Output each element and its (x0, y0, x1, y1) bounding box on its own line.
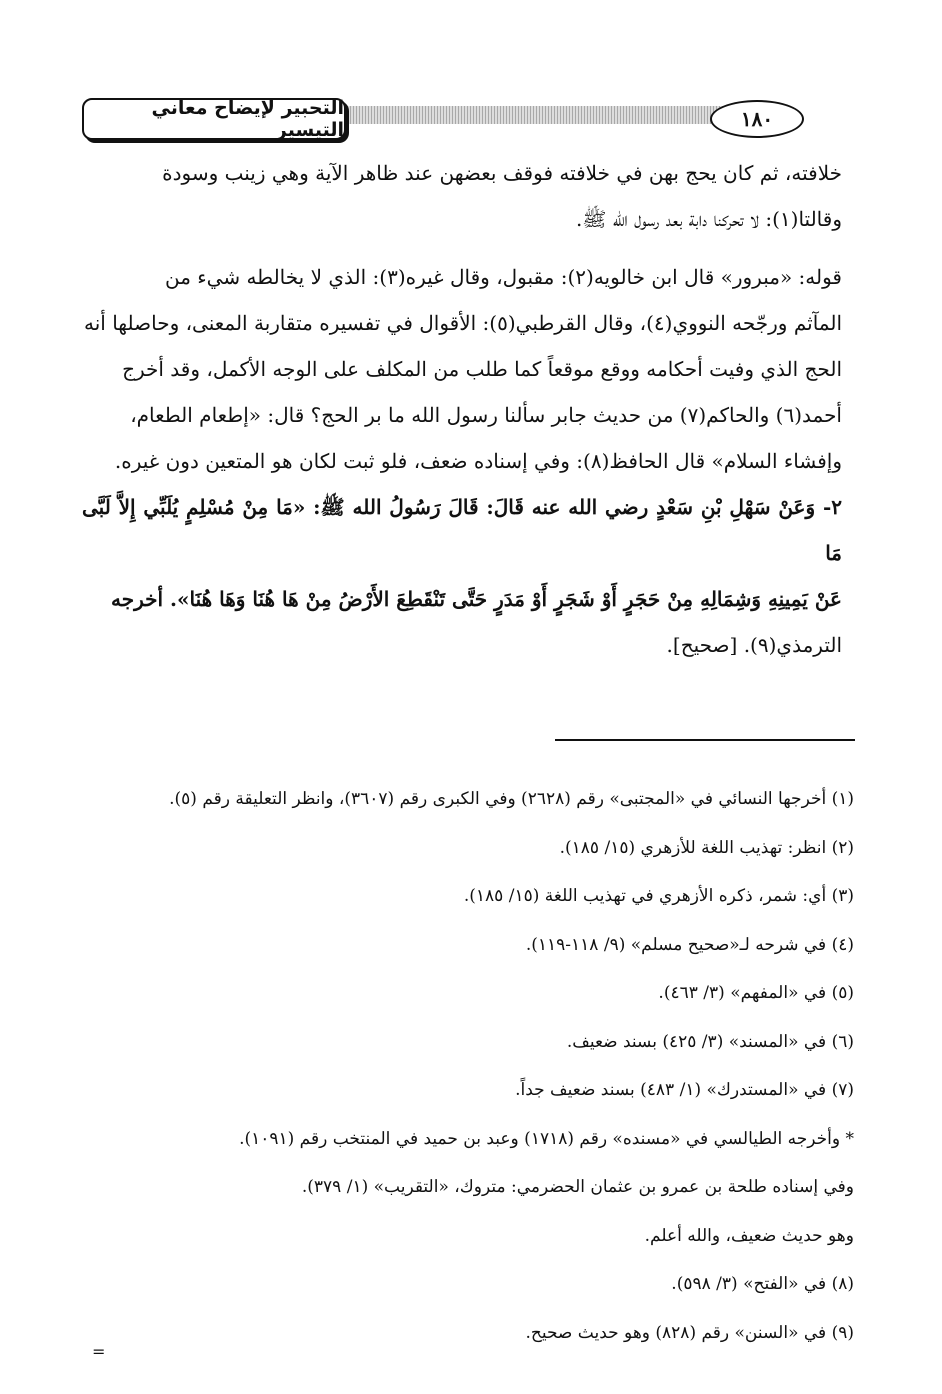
text-line: المآثم ورجّحه النووي(٤)، وقال القرطبي(٥): الأقوال في تفسيره متقاربة المعنى، وحاصلها أنه (84, 311, 842, 335)
text-line: قوله: «مبرور» قال ابن خالويه(٢): مقبول، وقال غيره(٣): الذي لا يخالطه شيء من (164, 265, 842, 289)
footnote-separator (555, 739, 855, 741)
footnote: (٩) في «السنن» رقم (٨٢٨) وهو حديث صحيح. (525, 1322, 854, 1343)
footnotes (82, 775, 854, 1357)
footnote: (٦) في «المسند» (٣/ ٤٢٥) بسند ضعيف. (566, 1031, 854, 1052)
corner-mark: = (92, 1342, 106, 1361)
page-number: ١٨٠ (710, 100, 804, 138)
text-line: وقالتا(١): لا تحركنا دابة بعد رسول الله ﷺ. (575, 207, 842, 231)
footnote: (٢) انظر: تهذيب اللغة للأزهري (١٥/ ١٨٥). (559, 837, 854, 858)
footnote: وهو حديث ضعيف، والله أعلم. (644, 1225, 854, 1246)
footnote: (٤) في شرحه لـ«صحيح مسلم» (٩/ ١١٨-١١٩). (525, 934, 854, 955)
main-text (82, 150, 842, 668)
text-line: الحج الذي وفيت أحكامه ووقع موقعاً كما طلب من المكلف على الوجه الأكمل، وقد أخرج (122, 357, 842, 381)
footnote: * وأخرجه الطيالسي في «مسنده» رقم (١٧١٨) وعبد بن حميد في المنتخب رقم (١٠٩١). (239, 1128, 854, 1149)
text-line: الترمذي(٩). [صحيح]. (666, 633, 842, 657)
footnote: (٣) أي: شمر، ذكره الأزهري في تهذيب اللغة (١٥/ ١٨٥). (463, 886, 854, 906)
text-line: وإفشاء السلام» قال الحافظ(٨): وفي إسناده ضعف، فلو ثبت لكان هو المتعين دون غيره. (114, 449, 842, 473)
hadith-line: عَنْ يَمِينِهِ وَشِمَالِهِ مِنْ حَجَرٍ أَوْ شَجَرٍ أَوْ مَدَرٍ حَتَّى تَنْقَطِعَ الأَرْضُ مِنْ هَا هُنَا وَهَا هُنَا». أخرجه (111, 587, 842, 611)
page-header (82, 92, 842, 142)
hadith-line: ٢- وَعَنْ سَهْلِ بْنِ سَعْدٍ رضي الله عنه قَالَ: قَالَ رَسُولُ الله ﷺ: «مَا مِنْ مُسْلِمٍ يُلَبِّي إِلاَّ لَبَّى مَا (82, 495, 843, 565)
footnote: (١) أخرجها النسائي في «المجتبى» رقم (٢٦٢٨) وفي الكبرى رقم (٣٦٠٧)، وانظر التعليقة رقم (٥). (169, 789, 854, 809)
footnote: وفي إسناده طلحة بن عمرو بن عثمان الحضرمي: متروك، «التقريب» (١/ ٣٧٩). (301, 1177, 854, 1197)
text-line: أحمد(٦) والحاكم(٧) من حديث جابر سألنا رسول الله ما بر الحج؟ قال: «إطعام الطعام، (130, 403, 842, 427)
footnote: (٥) في «المفهم» (٣/ ٤٦٣). (658, 983, 854, 1003)
footnote: (٨) في «الفتح» (٣/ ٥٩٨). (671, 1274, 854, 1294)
book-title: التحبير لإيضاح معاني التيسير (82, 98, 346, 140)
text-line: خلافته، ثم كان يحج بهن في خلافته فوقف بعضهن عند ظاهر الآية وهي زينب وسودة (162, 161, 842, 185)
footnote: (٧) في «المستدرك» (١/ ٤٨٣) بسند ضعيف جداً. (515, 1080, 854, 1100)
